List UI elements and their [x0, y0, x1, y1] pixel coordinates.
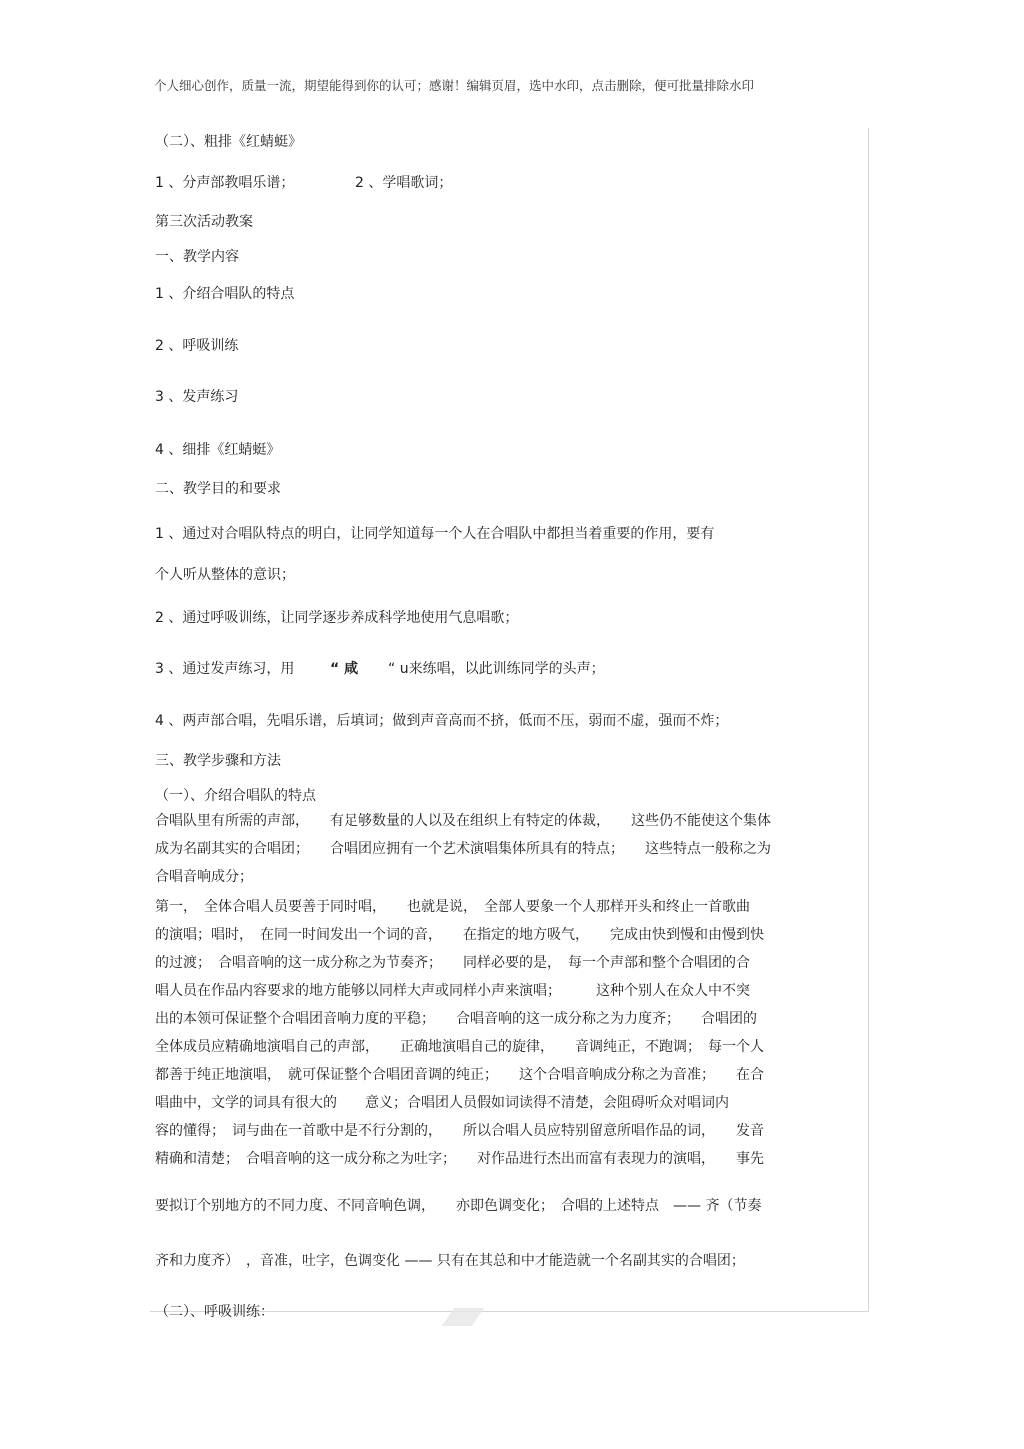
subsection-heading-features: （一）、介绍合唱队的特点 [155, 788, 316, 804]
paragraph-line: 容的懂得； 词与曲在一首歌中是不行分割的， 所以合唱人员应特别留意所唱作品的词， 发音 [155, 1123, 764, 1139]
goal-item-4: 4 、两声部合唱，先唱乐谱，后填词；做到声音高而不挤，低而不压，弱而不虚，强而不炸； [155, 713, 729, 729]
list-item-learn-lyrics: 2 、学唱歌词； [355, 175, 453, 191]
paragraph-line: 出的本领可保证整个合唱团音响力度的平稳； 合唱音响的这一成分称之为力度齐； 合唱团的 [155, 1011, 757, 1027]
section-heading-goals: 二、教学目的和要求 [155, 481, 281, 497]
paragraph-line: 精确和清楚； 合唱音响的这一成分称之为吐字； 对作品进行杰出而富有表现力的演唱， 事先 [155, 1151, 764, 1167]
paragraph-line: 的过渡； 合唱音响的这一成分称之为节奏齐； 同样必要的是， 每一个声部和整个合唱团的合 [155, 955, 750, 971]
list-item-content-4: 4 、细排《红蜻蜓》 [155, 442, 281, 458]
paragraph-first-point [155, 893, 867, 1173]
paragraph-line: 第一， 全体合唱人员要善于同时唱， 也就是说， 全部人要象一个人那样开头和终止一首歌曲 [155, 899, 750, 915]
paragraph-line: 唱人员在作品内容要求的地方能够以同样大声或同样小声来演唱； 这种个别人在众人中不突 [155, 983, 750, 999]
list-item-teach-score: 1 、分声部教唱乐谱； [155, 175, 295, 191]
goal-item-3-start: 3 、通过发声练习，用 [155, 661, 295, 677]
paragraph-line: 全体成员应精确地演唱自己的声部， 正确地演唱自己的旋律， 音调纯正，不跑调； 每一个人 [155, 1039, 764, 1055]
paragraph-line: 唱曲中，文学的词具有很大的 意义；合唱团人员假如词读得不清楚，会阻碍听众对唱词内 [155, 1095, 729, 1111]
paragraph-line: 成为名副其实的合唱团； 合唱团应拥有一个艺术演唱集体所具有的特点； 这些特点一般称之为 [155, 841, 771, 857]
list-item-content-1: 1 、介绍合唱队的特点 [155, 286, 295, 302]
list-item-content-2: 2 、呼吸训练 [155, 338, 239, 354]
lesson-title: 第三次活动教案 [155, 214, 253, 230]
paragraph-line: 合唱队里有所需的声部， 有足够数量的人以及在组织上有特定的体裁， 这些仍不能使这个集体 [155, 813, 771, 829]
paragraph-intro [155, 807, 867, 891]
goal-item-1-continued: 个人听从整体的意识； [155, 567, 295, 583]
goal-item-2: 2 、通过呼吸训练，让同学逐步养成科学地使用气息唱歌； [155, 610, 519, 626]
goal-item-3-vowel-1: “ 咸 [330, 661, 359, 677]
paragraph-line: 的演唱；唱时， 在同一时间发出一个词的音， 在指定的地方吸气， 完成由快到慢和由慢到快 [155, 927, 764, 943]
paragraph-line: 都善于纯正地演唱， 就可保证整个合唱团音调的纯正； 这个合唱音响成分称之为音准； 在合 [155, 1067, 764, 1083]
goal-item-1: 1 、通过对合唱队特点的明白，让同学知道每一个人在合唱队中都担当着重要的作用，要有 [155, 526, 715, 542]
subsection-heading-breathing: （二）、呼吸训练： [155, 1304, 274, 1320]
paragraph-line: 合唱音响成分； [155, 869, 253, 885]
section-heading-steps: 三、教学步骤和方法 [155, 753, 281, 769]
paragraph-line-summary: 齐和力度齐） ，音准，吐字，色调变化 —— 只有在其总和中才能造就一个名副其实的合唱团； [155, 1253, 745, 1269]
section-heading-rough-arrangement: （二）、粗排《红蜻蜓》 [155, 134, 302, 150]
list-item-content-3: 3 、发声练习 [155, 389, 239, 405]
section-heading-content: 一、教学内容 [155, 249, 239, 265]
page-header-note: 个人细心创作，质量一流，期望能得到你的认可；感谢！编辑页眉，选中水印，点击删除，便可批量排除水印 [154, 78, 755, 93]
paragraph-line-color-change: 要拟订个别地方的不同力度、不同音响色调， 亦即色调变化； 合唱的上述特点 —— 齐（节奏 [155, 1198, 762, 1214]
goal-item-3-end: “ u来练唱，以此训练同学的头声； [388, 661, 605, 677]
